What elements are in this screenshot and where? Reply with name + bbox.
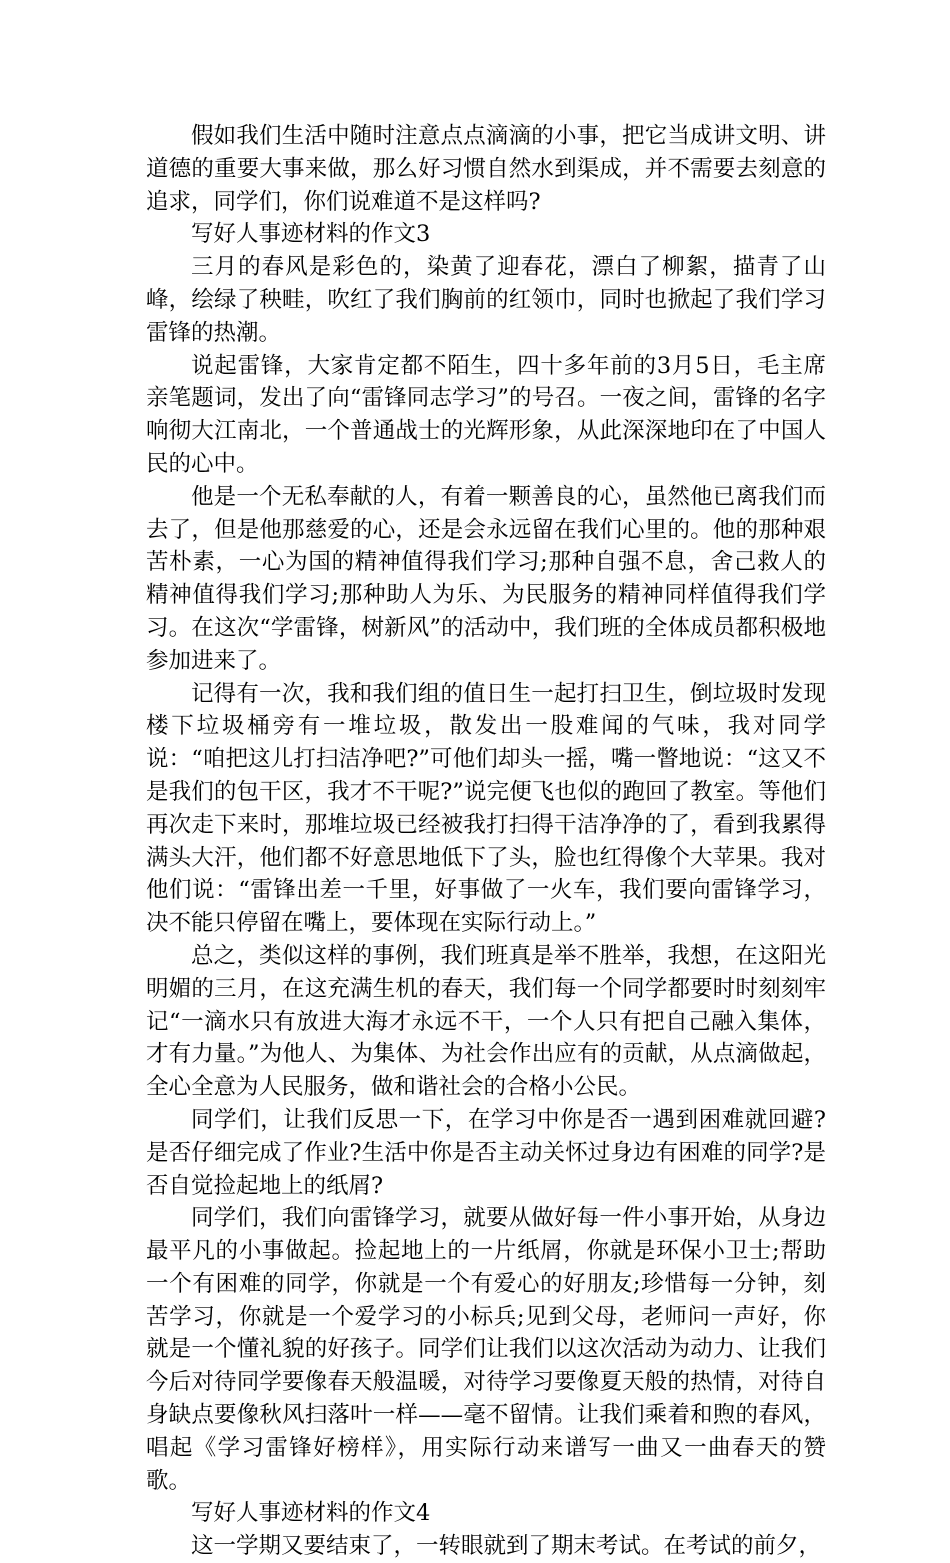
paragraph-call-to-action: 同学们，我们向雷锋学习，就要从做好每一件小事开始，从身边最平凡的小事做起。捡起地上的一片纸屑，你就是环保小卫士;帮助一个有困难的同学，你就是一个有爱心的好朋友;珍惜每一分钟，刻苦学习，你就是一个爱学习的小标兵;见到父母，老师问一声好，你就是一个懂礼貌的好孩子。同学们让我们以这次活动为动力、让我们今后对待同学要像春天般温暖，对待学习要像夏天般的热情，对待自身缺点要像秋风扫落叶一样——毫不留情。让我们乘着和煦的春风，唱起《学习雷锋好榜样》，用实际行动来谱写一曲又一曲春天的赞歌。 xyxy=(146,1205,826,1494)
paragraph-semester-end: 这一学期又要结束了，一转眼就到了期末考试。在考试的前夕， xyxy=(191,1533,822,1560)
section-heading-essay-4: 写好人事迹材料的作文4 xyxy=(191,1500,431,1527)
paragraph-cleaning-story: 记得有一次，我和我们组的值日生一起打扫卫生，倒垃圾时发现楼下垃圾桶旁有一堆垃圾，散发出一股难闻的气味，我对同学说：“咱把这儿打扫洁净吧?”可他们却头一摇，嘴一瞥地说：“这又不是我们的包干区，我才不干呢?”说完便飞也似的跑回了教室。等他们再次走下来时，那堆垃圾已经被我打扫得干洁净净的了，看到我累得满头大汗，他们都不好意思地低下了头，脸也红得像个大苹果。我对他们说：“雷锋出差一千里，好事做了一火车，我们要向雷锋学习，决不能只停留在嘴上，要体现在实际行动上。” xyxy=(146,680,826,937)
paragraph-spring-wind: 三月的春风是彩色的，染黄了迎春花，漂白了柳絮，描青了山峰，绘绿了秧畦，吹红了我们胸前的红领巾，同时也掀起了我们学习雷锋的热潮。 xyxy=(146,254,826,346)
paragraph-conclusion: 总之，类似这样的事例，我们班真是举不胜举，我想，在这阳光明媚的三月，在这充满生机的春天，我们每一个同学都要时时刻刻牢记“一滴水只有放进大海才永远不干，一个人只有把自己融入集体，才有力量。”为他人、为集体、为社会作出应有的贡献，从点滴做起，全心全意为人民服务，做和谐社会的合格小公民。 xyxy=(146,942,826,1101)
section-heading-essay-3: 写好人事迹材料的作文3 xyxy=(191,221,431,248)
document-body xyxy=(146,120,826,1563)
paragraph-lei-feng-intro: 说起雷锋，大家肯定都不陌生，四十多年前的3月5日，毛主席亲笔题词，发出了向“雷锋同志学习”的号召。一夜之间，雷锋的名字响彻大江南北，一个普通战士的光辉形象，从此深深地印在了中国人民的心中。 xyxy=(146,352,826,477)
paragraph-habits: 假如我们生活中随时注意点点滴滴的小事，把它当成讲文明、讲道德的重要大事来做，那么好习惯自然水到渠成，并不需要去刻意的追求，同学们，你们说难道不是这样吗? xyxy=(146,123,826,215)
paragraph-reflection: 同学们，让我们反思一下，在学习中你是否一遇到困难就回避?是否仔细完成了作业?生活中你是否主动关怀过身边有困难的同学?是否自觉捡起地上的纸屑? xyxy=(146,1106,826,1199)
paragraph-selfless-spirit: 他是一个无私奉献的人，有着一颗善良的心，虽然他已离我们而去了，但是他那慈爱的心，还是会永远留在我们心里的。他的那种艰苦朴素，一心为国的精神值得我们学习;那种自强不息，舍己救人的精神值得我们学习;那种助人为乐、为民服务的精神同样值得我们学习。在这次“学雷锋，树新风”的活动中，我们班的全体成员都积极地参加进来了。 xyxy=(146,483,826,674)
